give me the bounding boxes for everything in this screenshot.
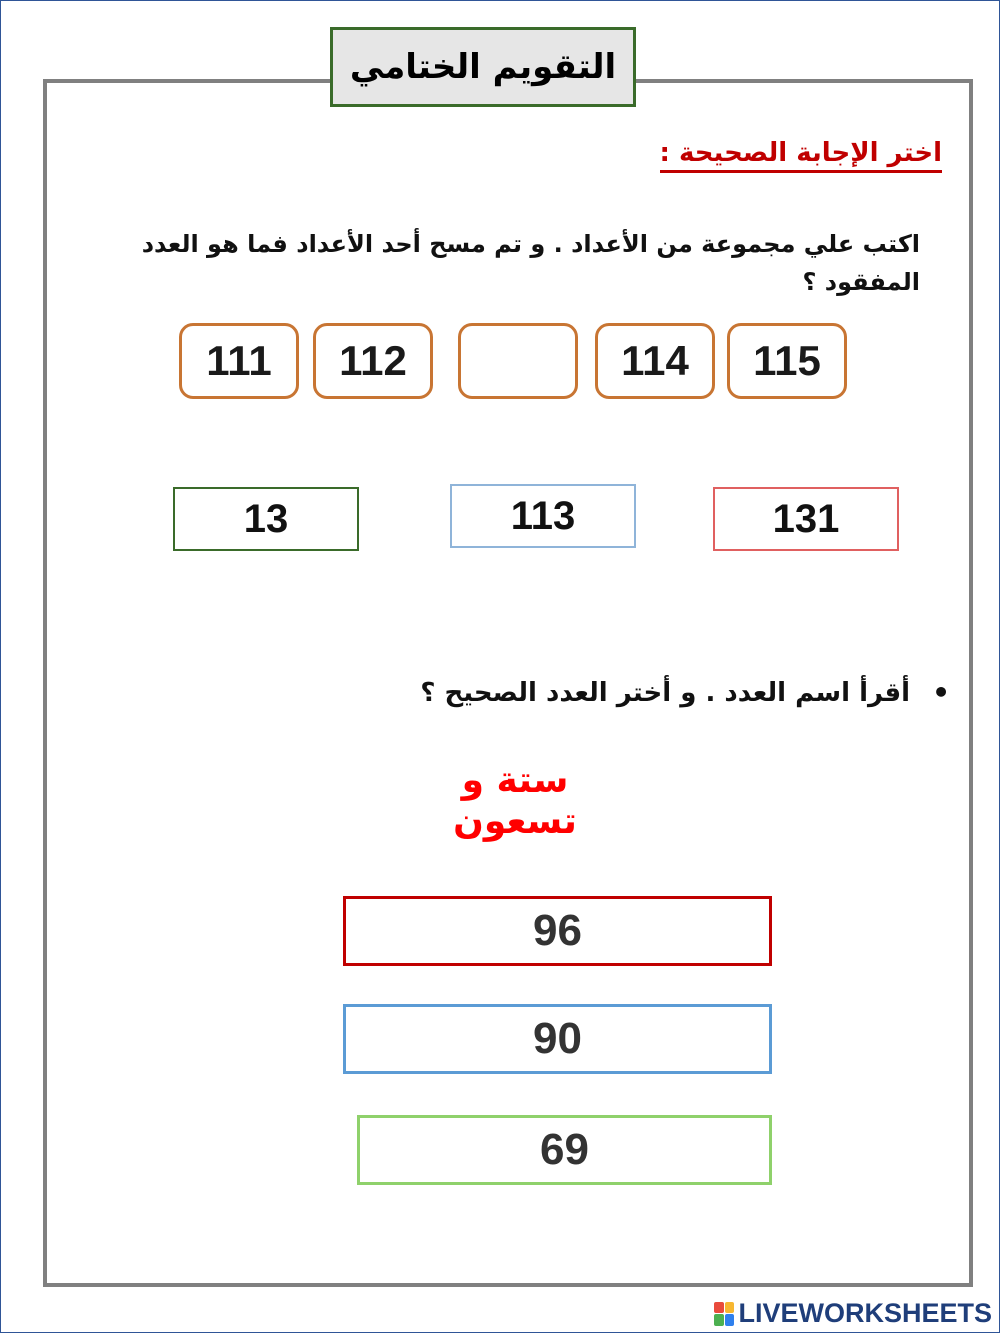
question-1-text: اكتب علي مجموعة من الأعداد . و تم مسح أحد الأعداد فما هو العدد المفقود ؟: [141, 230, 920, 296]
missing-number-input[interactable]: [458, 323, 578, 399]
question-2-text: أقرأ اسم العدد . و أختر العدد الصحيح ؟: [420, 677, 911, 708]
number-word: ستة و تسعون: [453, 760, 577, 842]
sequence-box-115: 115: [727, 323, 847, 399]
liveworksheets-logo-icon: [714, 1302, 734, 1326]
question-2: [420, 676, 950, 709]
option-13[interactable]: 13: [173, 487, 359, 551]
bullet-icon: •: [932, 676, 950, 709]
answer-90[interactable]: 90: [343, 1004, 772, 1074]
sequence-box-112: 112: [313, 323, 433, 399]
sequence-box-114: 114: [595, 323, 715, 399]
sequence-box-111: 111: [179, 323, 299, 399]
option-113[interactable]: 113: [450, 484, 636, 548]
option-131[interactable]: 131: [713, 487, 899, 551]
answer-69[interactable]: 69: [357, 1115, 772, 1185]
page-title: التقويم الختامي: [330, 27, 636, 107]
logo-text: LIVEWORKSHEETS: [738, 1298, 992, 1328]
answer-96[interactable]: 96: [343, 896, 772, 966]
instruction-text: اختر الإجابة الصحيحة :: [660, 138, 942, 173]
liveworksheets-logo[interactable]: [714, 1298, 992, 1329]
